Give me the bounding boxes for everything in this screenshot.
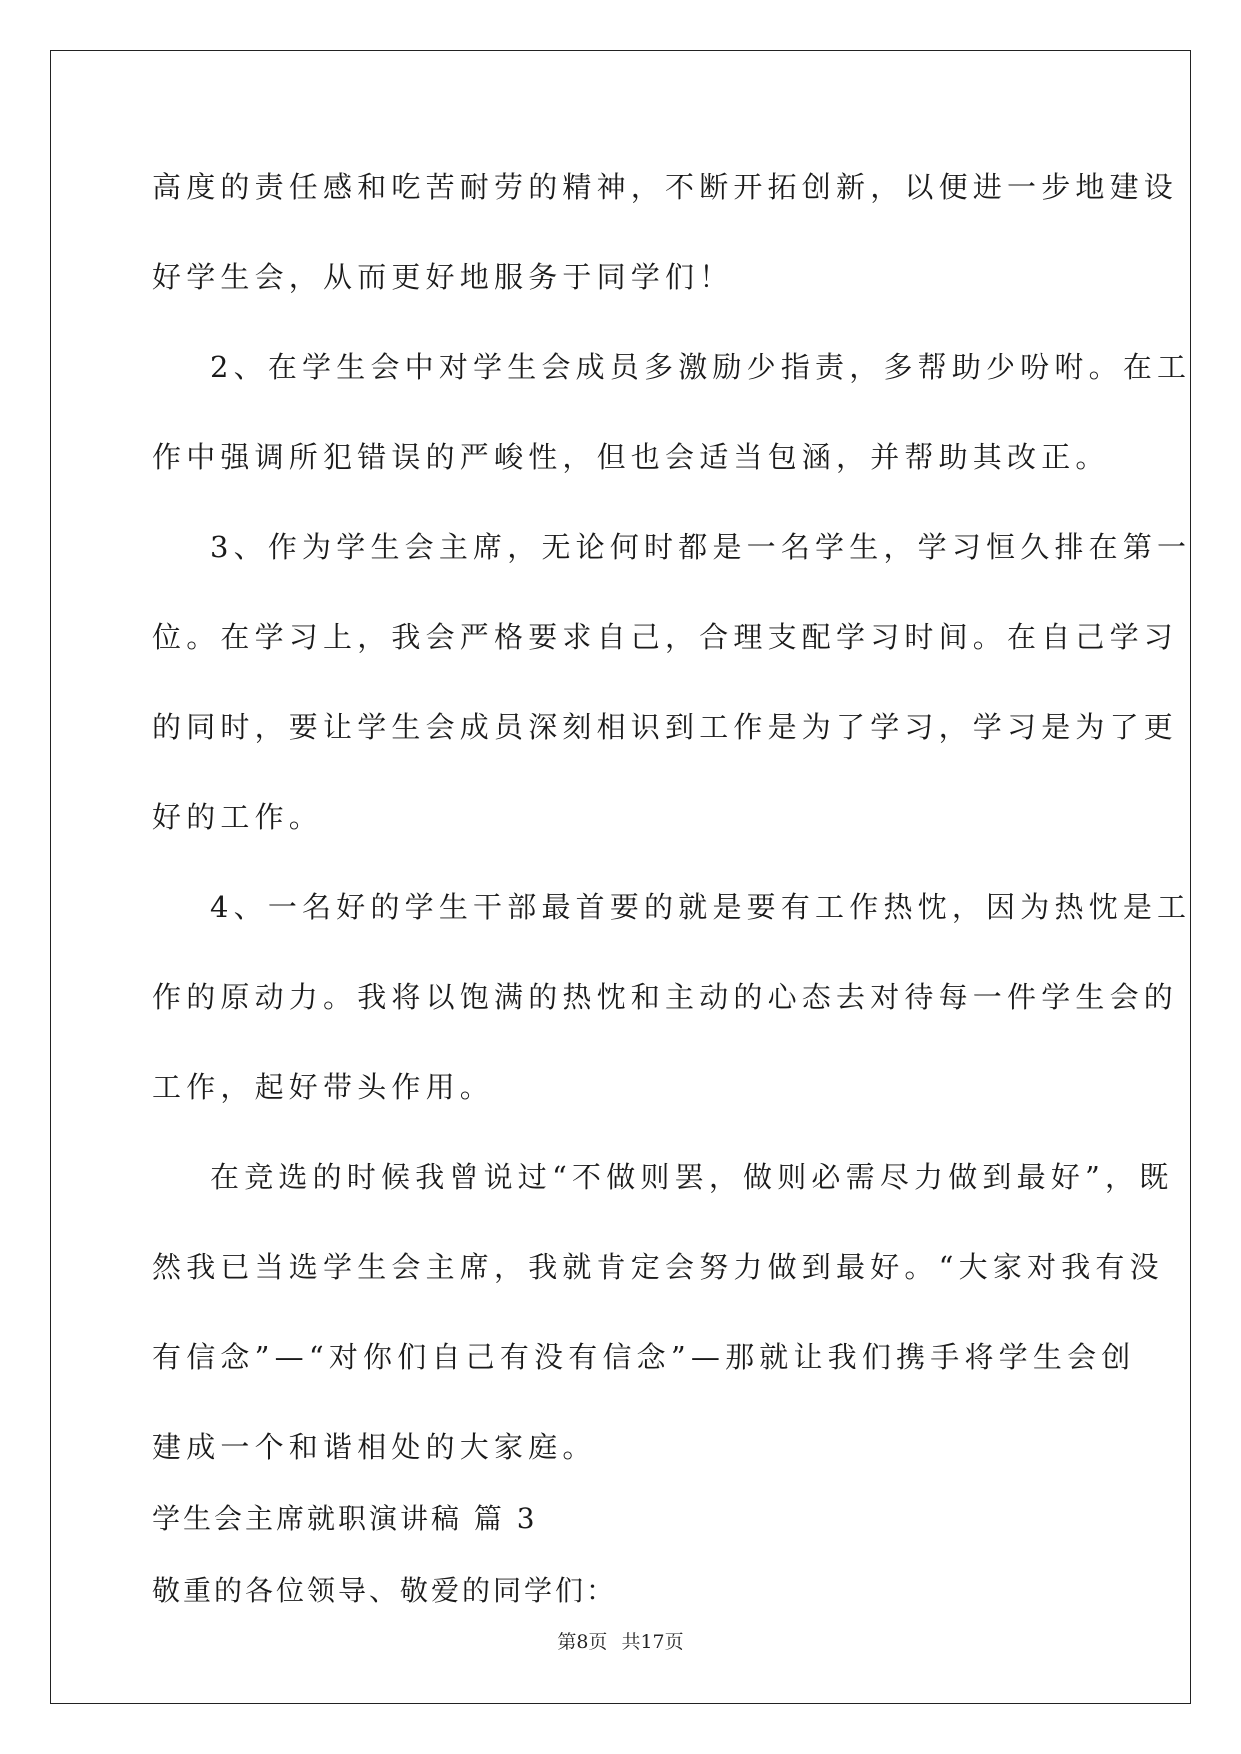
text-line: 工作，起好带头作用。 (152, 1070, 495, 1104)
document-body (152, 158, 1192, 1634)
text-line: 然我已当选学生会主席，我就肯定会努力做到最好。“大家对我有没 (152, 1250, 1164, 1284)
text-line: 作的原动力。我将以饱满的热忱和主动的心态去对待每一件学生会的 (152, 980, 1179, 1014)
text-line: 高度的责任感和吃苦耐劳的精神，不断开拓创新，以便进一步地建设 (152, 170, 1179, 204)
salutation: 敬重的各位领导、敬爱的同学们： (152, 1574, 618, 1607)
text-line: 3、作为学生会主席，无论何时都是一名学生，学习恒久排在第一 (210, 530, 1192, 564)
page-number: 第8页 (557, 1631, 608, 1653)
page-footer (0, 1627, 1241, 1654)
page-total: 共17页 (621, 1631, 684, 1653)
text-line: 作中强调所犯错误的严峻性，但也会适当包涵，并帮助其改正。 (152, 440, 1110, 474)
text-line: 2、在学生会中对学生会成员多激励少指责，多帮助少吩咐。在工 (210, 350, 1192, 384)
text-line: 位。在学习上，我会严格要求自己，合理支配学习时间。在自己学习 (152, 620, 1179, 654)
text-line: 的同时，要让学生会成员深刻相识到工作是为了学习，学习是为了更 (152, 710, 1179, 744)
text-line: 4、一名好的学生干部最首要的就是要有工作热忱，因为热忱是工 (210, 890, 1192, 924)
text-line: 好学生会，从而更好地服务于同学们！ (152, 260, 734, 294)
text-line: 有信念”—“对你们自己有没有信念”—那就让我们携手将学生会创 (152, 1340, 1136, 1374)
text-line: 好的工作。 (152, 800, 324, 834)
section-title: 学生会主席就职演讲稿 篇 3 (152, 1502, 538, 1535)
text-line: 在竞选的时候我曾说过“不做则罢，做则必需尽力做到最好”，既 (210, 1160, 1174, 1194)
text-line: 建成一个和谐相处的大家庭。 (152, 1430, 597, 1464)
